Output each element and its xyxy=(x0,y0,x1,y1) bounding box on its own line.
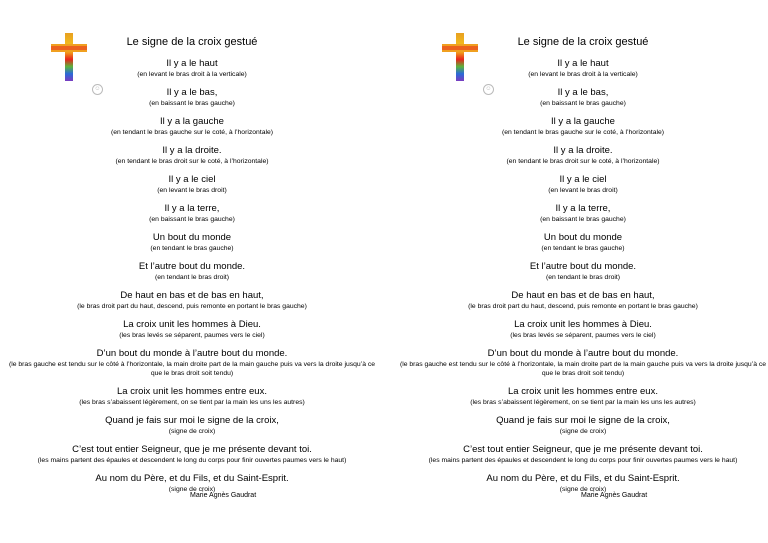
smiley-icon: ☺ xyxy=(483,84,494,95)
stanza xyxy=(8,232,376,253)
stanza-gesture: (signe de croix) xyxy=(559,486,607,493)
stanza xyxy=(8,145,376,166)
stanza xyxy=(399,290,767,311)
stanza-line: Quand je fais sur moi le signe de la croix, xyxy=(496,415,670,426)
stanza xyxy=(8,58,376,79)
stanza xyxy=(8,290,376,311)
stanza-gesture: (en tendant le bras gauche sur le coté, à l’horizontale) xyxy=(501,129,665,136)
stanza-line: Il y a le bas, xyxy=(166,87,218,98)
stanza xyxy=(8,415,376,436)
author-name: Marie Agnès Gaudrat xyxy=(190,492,257,499)
stanza-gesture: (en baissant le bras gauche) xyxy=(540,216,626,223)
stanza xyxy=(399,444,767,465)
stanza-gesture: (le bras droit part du haut, descend, puis remonte en portant le bras gauche) xyxy=(468,303,698,310)
stanza xyxy=(399,87,767,108)
stanza xyxy=(8,348,376,378)
smiley-icon: ☺ xyxy=(92,84,103,95)
stanza-gesture: (le bras gauche est tendu sur le côté à l’horizontale, la main droite part de la main gauche puis va vers la droite jusqu’à ce que le bras droit soit tendu) xyxy=(399,361,767,377)
stanza-gesture: (en tendant le bras gauche sur le coté, à l’horizontale) xyxy=(110,129,274,136)
stanza-line: La croix unit les hommes à Dieu. xyxy=(123,319,261,330)
stanza-line: Et l’autre bout du monde. xyxy=(138,261,246,272)
stanza-gesture: (en baissant le bras gauche) xyxy=(149,100,235,107)
document-title: Le signe de la croix gestué xyxy=(126,36,258,48)
stanza xyxy=(8,444,376,465)
stanza xyxy=(8,116,376,137)
stanza-line: D’un bout du monde à l’autre bout du monde. xyxy=(487,348,679,359)
stanza-line: C’est tout entier Seigneur, que je me présente devant toi. xyxy=(463,444,703,455)
stanza-line: Il y a la terre, xyxy=(164,203,220,214)
stanza xyxy=(399,174,767,195)
author-name: Marie Agnès Gaudrat xyxy=(581,492,648,499)
stanza xyxy=(8,386,376,407)
stanza xyxy=(399,319,767,340)
stanza-line: Il y a la gauche xyxy=(160,116,224,127)
stanza-line: La croix unit les hommes entre eux. xyxy=(508,386,658,397)
stanza-line: De haut en bas et de bas en haut, xyxy=(511,290,655,301)
stanza-gesture: (en tendant le bras droit sur le coté, à l’horizontale) xyxy=(506,158,660,165)
stanza xyxy=(399,203,767,224)
stanza xyxy=(399,415,767,436)
stanza xyxy=(8,261,376,282)
stanza-line: Au nom du Père, et du Fils, et du Saint-Esprit. xyxy=(95,473,289,484)
stanza xyxy=(8,87,376,108)
stanza-gesture: (en tendant le bras gauche) xyxy=(150,245,234,252)
stanza xyxy=(8,473,376,494)
stanza xyxy=(399,386,767,407)
stanza xyxy=(399,232,767,253)
stanza xyxy=(399,261,767,282)
stanza-line: Et l’autre bout du monde. xyxy=(529,261,637,272)
stanza-gesture: (en baissant le bras gauche) xyxy=(540,100,626,107)
stanza-gesture: (les bras s’abaissent légèrement, on se tient par la main les uns les autres) xyxy=(79,399,305,406)
stanza-line: Il y a le ciel xyxy=(168,174,216,185)
stanza-gesture: (en levant le bras droit) xyxy=(548,187,618,194)
stanza-line: Au nom du Père, et du Fils, et du Saint-Esprit. xyxy=(486,473,680,484)
stanza-line: La croix unit les hommes entre eux. xyxy=(117,386,267,397)
stanza-line: Il y a la droite. xyxy=(553,145,613,156)
stanza-line: Un bout du monde xyxy=(543,232,623,243)
stanza-gesture: (les mains partent des épaules et descendent le long du corps pour finir ouvertes paumes vers le haut) xyxy=(37,457,347,464)
stanza-line: Il y a le ciel xyxy=(559,174,607,185)
stanza-gesture: (en tendant le bras gauche) xyxy=(541,245,625,252)
stanza-gesture: (les mains partent des épaules et descendent le long du corps pour finir ouvertes paumes vers le haut) xyxy=(428,457,738,464)
stanza-line: Il y a la droite. xyxy=(162,145,222,156)
stanza-line: Il y a la terre, xyxy=(555,203,611,214)
stanza-line: Il y a le bas, xyxy=(557,87,609,98)
stanza xyxy=(399,58,767,79)
document-title: Le signe de la croix gestué xyxy=(517,36,649,48)
stanza-gesture: (le bras droit part du haut, descend, puis remonte en portant le bras gauche) xyxy=(77,303,307,310)
stanza-line: La croix unit les hommes à Dieu. xyxy=(514,319,652,330)
stanza-line: Il y a la gauche xyxy=(551,116,615,127)
stanza xyxy=(399,348,767,378)
stanza xyxy=(399,473,767,494)
stanza-gesture: (signe de croix) xyxy=(168,428,216,435)
stanza-gesture: (les bras levés se séparent, paumes vers le ciel) xyxy=(119,332,265,339)
stanza-gesture: (les bras levés se séparent, paumes vers le ciel) xyxy=(510,332,656,339)
stanza-line: Il y a le haut xyxy=(557,58,609,69)
page-right xyxy=(391,0,768,543)
stanza xyxy=(8,319,376,340)
stanza-line: De haut en bas et de bas en haut, xyxy=(120,290,264,301)
stanza-gesture: (en tendant le bras droit) xyxy=(154,274,230,281)
stanza-gesture: (signe de croix) xyxy=(168,486,216,493)
stanza xyxy=(399,145,767,166)
stanza-gesture: (en tendant le bras droit) xyxy=(545,274,621,281)
stanza-gesture: (les bras s’abaissent légèrement, on se tient par la main les uns les autres) xyxy=(470,399,696,406)
stanza-line: D’un bout du monde à l’autre bout du monde. xyxy=(96,348,288,359)
stanza-gesture: (le bras gauche est tendu sur le côté à l’horizontale, la main droite part de la main gauche puis va vers la droite jusqu’à ce que le bras droit soit tendu) xyxy=(8,361,376,377)
stanza-line: Quand je fais sur moi le signe de la croix, xyxy=(105,415,279,426)
stanza-line: Il y a le haut xyxy=(166,58,218,69)
poem-body xyxy=(399,58,767,502)
stanza-gesture: (en levant le bras droit à la verticale) xyxy=(528,71,638,78)
stanza xyxy=(399,116,767,137)
stanza-gesture: (en levant le bras droit) xyxy=(157,187,227,194)
stanza-gesture: (en tendant le bras droit sur le coté, à l’horizontale) xyxy=(115,158,269,165)
stanza-line: Un bout du monde xyxy=(152,232,232,243)
stanza-gesture: (en baissant le bras gauche) xyxy=(149,216,235,223)
stanza-gesture: (signe de croix) xyxy=(559,428,607,435)
poem-body xyxy=(8,58,376,502)
stanza-gesture: (en levant le bras droit à la verticale) xyxy=(137,71,247,78)
stanza xyxy=(8,174,376,195)
stanza-line: C’est tout entier Seigneur, que je me présente devant toi. xyxy=(72,444,312,455)
stanza xyxy=(8,203,376,224)
